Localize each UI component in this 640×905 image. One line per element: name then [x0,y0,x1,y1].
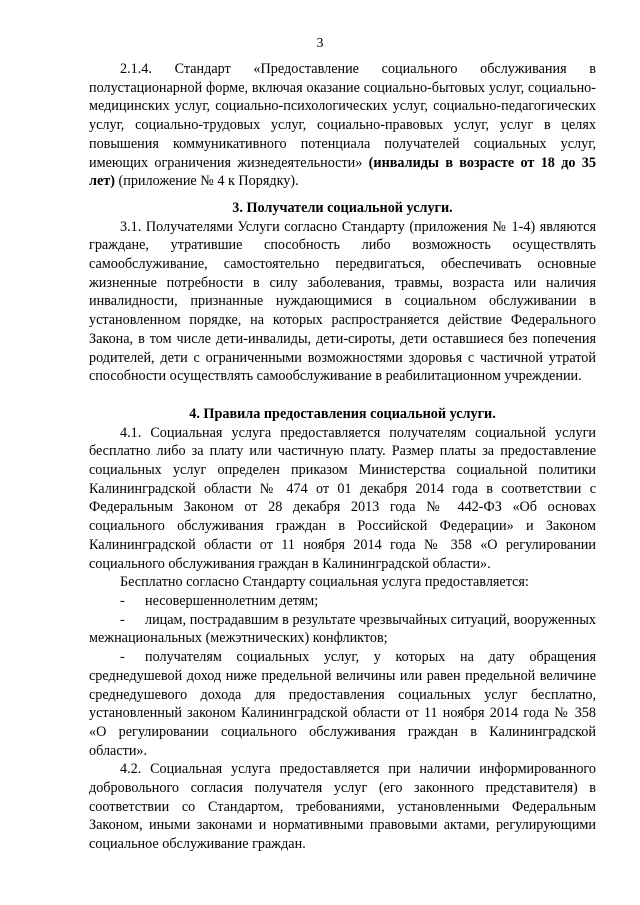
list-item-text: несовершеннолетним детям; [145,592,319,609]
list-item [89,592,596,611]
section-3-heading: 3. Получатели социальной услуги. [232,199,453,216]
document-body [89,60,596,854]
free-intro: Бесплатно согласно Стандарту социальная услуга предоставляется: [120,574,529,591]
paragraph-3-1: 3.1. Получателями Услуги согласно Стандарту (приложения № 1-4) являются граждане, утратившие способность либо возможность осуществлять самообслуживание, самостоятельно передвигаться, обеспечивать основные жизненные потребности в силу заболевания, травмы, возраста или наличия инвалидности, признанные нуждающимися в социальном обслуживании в установленном порядке, на которых распространяется действие Федерального Закона, в том числе дети-инвалиды, дети-сироты, дети оставшиеся без попечения родителей, дети с ограниченными возможностями здоровья с частичной утратой способности осуществлять самообслуживание в реабилитационном учреждении. [89,218,596,385]
list-item [89,648,596,760]
paragraph-4-2: 4.2. Социальная услуга предоставляется при наличии информированного добровольного согласия получателя услуг (его законного представителя) в соответствии со Стандартом, требованиями, установленными Федеральным Законом, иными законами и нормативными правовыми актами, регулирующими социальное обслуживание граждан. [89,761,596,853]
paragraph-4-1: 4.1. Социальная услуга предоставляется получателям социальной услуги бесплатно либо за плату или частичную плату. Размер платы за предоставление социальных услуг определен приказом Министерства социальной политики Калининградской области № 474 от 01 декабря 2014 года в соответствии с Федеральным Законом от 28 декабря 2013 года № 442-ФЗ «Об основах социального обслуживания граждан в Российской Федерации» и Законом Калининградской области от 11 ноября 2014 года № 358 «О регулировании социального обслуживания граждан в Калининградской области». [89,424,596,572]
list-item-text: лицам, пострадавшим в результате чрезвычайных ситуаций, вооруженных межнациональных (межэтнических) конфликтов; [89,611,596,647]
paragraph-2-1-4-text: 2.1.4. Стандарт «Предоставление социального обслуживания в полустационарной форме, включая оказание социально-бытовых услуг, социально-медицинских услуг, социально-психологических услуг, социально-педагогических услуг, социально-трудовых услуг, социально-правовых услуг, услуг в целях повышения коммуникативного потенциала получателей социальных услуг, имеющих ограничения жизнедеятельности» [89,61,596,171]
list-dash: - [120,592,125,609]
list-dash: - [120,611,125,628]
page-number: 3 [316,36,324,51]
paragraph-2-1-4 [89,60,596,191]
section-4-heading: 4. Правила предоставления социальной услуги. [189,405,496,422]
list-item-text: получателям социальных услуг, у которых на дату обращения среднедушевой доход ниже предельной величины или равен предельной величине среднедушевого дохода для предоставления социальных услуг бесплатно, установленный законом Калининградской области от 11 ноября 2014 года № 358 «О регулировании социального обслуживания граждан в Калининградской области». [89,649,596,759]
list-item [89,611,596,648]
list-dash: - [120,649,125,666]
paragraph-2-1-4-tail: (приложение № 4 к Порядку). [114,173,299,190]
paragraph-2-1-4-bold: (инвалиды в возрасте от 18 до 35 лет) [89,154,596,190]
